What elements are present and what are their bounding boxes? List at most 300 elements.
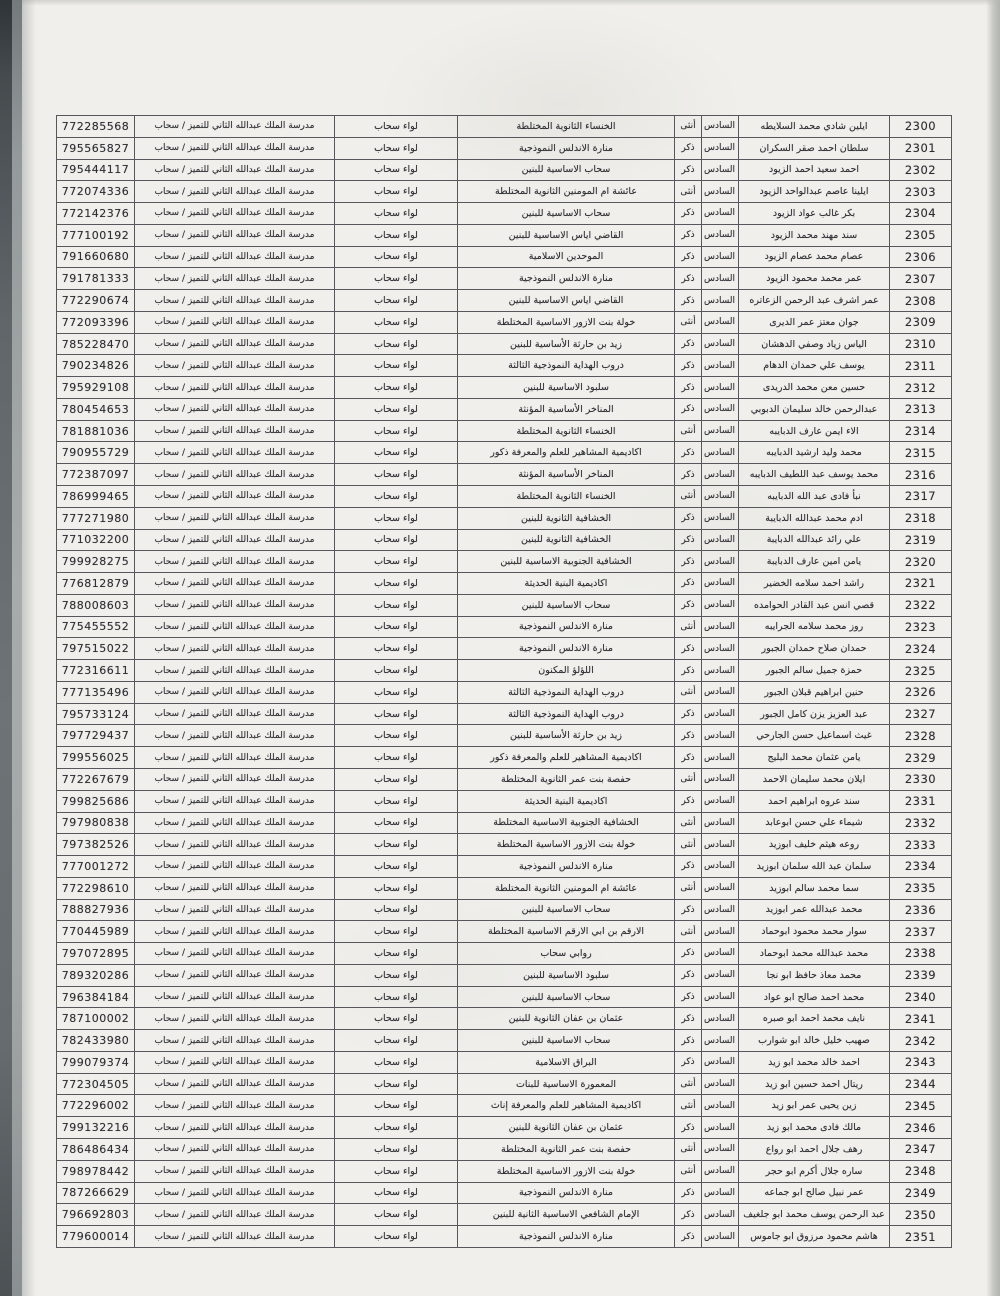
cell-school: اكاديمية المشاهير للعلم والمعرفة إناث: [458, 1095, 675, 1117]
cell-phone-number: 780454653: [57, 398, 135, 420]
student-row: [57, 442, 952, 464]
cell-center-school: مدرسة الملك عبدالله الثاني للتميز / سحاب: [135, 311, 335, 333]
cell-serial-number: 2321: [890, 573, 952, 595]
cell-student-name: عبد العزيز يزن كامل الجبور: [739, 703, 890, 725]
cell-center-school: مدرسة الملك عبدالله الثاني للتميز / سحاب: [135, 203, 335, 225]
cell-district: لواء سحاب: [335, 181, 458, 203]
cell-serial-number: 2328: [890, 725, 952, 747]
cell-grade: السادس: [702, 899, 739, 921]
cell-phone-number: 782433980: [57, 1030, 135, 1052]
cell-grade: السادس: [702, 420, 739, 442]
cell-school: المعمورة الاساسية للبنات: [458, 1073, 675, 1095]
cell-school: الخنساء الثانوية المختلطة: [458, 420, 675, 442]
cell-district: لواء سحاب: [335, 638, 458, 660]
cell-phone-number: 795565827: [57, 137, 135, 159]
cell-student-name: نايف محمد احمد ابو صبره: [739, 1008, 890, 1030]
student-row: [57, 1008, 952, 1030]
cell-school: سلبود الاساسية للبنين: [458, 377, 675, 399]
student-row: [57, 507, 952, 529]
cell-student-name: نبأ فادى عبد الله الدبايبه: [739, 486, 890, 508]
cell-serial-number: 2335: [890, 877, 952, 899]
cell-phone-number: 770445989: [57, 921, 135, 943]
student-row: [57, 877, 952, 899]
cell-grade: السادس: [702, 921, 739, 943]
cell-serial-number: 2325: [890, 660, 952, 682]
cell-center-school: مدرسة الملك عبدالله الثاني للتميز / سحاب: [135, 660, 335, 682]
cell-student-name: سما محمد سالم ابوزيد: [739, 877, 890, 899]
student-row: [57, 660, 952, 682]
cell-phone-number: 796692803: [57, 1204, 135, 1226]
student-row: [57, 573, 952, 595]
cell-gender: ذكر: [675, 1182, 702, 1204]
cell-school: اكاديمية المشاهير للعلم والمعرفة ذكور: [458, 442, 675, 464]
cell-student-name: قصي انس عبد القادر الحوامده: [739, 594, 890, 616]
cell-gender: أنثى: [675, 1160, 702, 1182]
cell-district: لواء سحاب: [335, 943, 458, 965]
cell-center-school: مدرسة الملك عبدالله الثاني للتميز / سحاب: [135, 377, 335, 399]
cell-phone-number: 777271980: [57, 507, 135, 529]
cell-district: لواء سحاب: [335, 899, 458, 921]
cell-student-name: راشد احمد سلامه الخضير: [739, 573, 890, 595]
cell-serial-number: 2304: [890, 203, 952, 225]
cell-center-school: مدرسة الملك عبدالله الثاني للتميز / سحاب: [135, 834, 335, 856]
cell-serial-number: 2337: [890, 921, 952, 943]
cell-school: منارة الاندلس النموذجية: [458, 638, 675, 660]
scan-edge-left-mid: [12, 0, 22, 1296]
cell-school: الارقم بن ابي الارقم الاساسية المختلطة: [458, 921, 675, 943]
cell-phone-number: 779600014: [57, 1226, 135, 1248]
cell-serial-number: 2350: [890, 1204, 952, 1226]
cell-serial-number: 2313: [890, 398, 952, 420]
cell-school: منارة الاندلس النموذجية: [458, 268, 675, 290]
cell-gender: أنثى: [675, 921, 702, 943]
cell-student-name: احمد خالد محمد ابو زيد: [739, 1051, 890, 1073]
cell-serial-number: 2319: [890, 529, 952, 551]
cell-school: عائشة ام المومنين الثانوية المختلطة: [458, 181, 675, 203]
cell-student-name: محمد معاذ حافظ ابو نجا: [739, 964, 890, 986]
cell-serial-number: 2327: [890, 703, 952, 725]
cell-grade: السادس: [702, 1030, 739, 1052]
student-row: [57, 964, 952, 986]
cell-gender: أنثى: [675, 1073, 702, 1095]
cell-district: لواء سحاب: [335, 246, 458, 268]
cell-serial-number: 2340: [890, 986, 952, 1008]
cell-student-name: بكر غالب عواد الزيود: [739, 203, 890, 225]
cell-serial-number: 2310: [890, 333, 952, 355]
cell-grade: السادس: [702, 203, 739, 225]
cell-grade: السادس: [702, 137, 739, 159]
scan-edge-right: [986, 0, 1000, 1296]
cell-phone-number: 772304505: [57, 1073, 135, 1095]
cell-grade: السادس: [702, 529, 739, 551]
cell-gender: ذكر: [675, 137, 702, 159]
student-row: [57, 529, 952, 551]
student-row: [57, 333, 952, 355]
cell-phone-number: 795733124: [57, 703, 135, 725]
cell-serial-number: 2315: [890, 442, 952, 464]
cell-serial-number: 2302: [890, 159, 952, 181]
student-row: [57, 834, 952, 856]
cell-student-name: الياس زياد وصفي الدهشان: [739, 333, 890, 355]
cell-gender: أنثى: [675, 768, 702, 790]
cell-gender: ذكر: [675, 464, 702, 486]
student-row: [57, 116, 952, 138]
cell-school: الخشافية الثانوية للبنين: [458, 507, 675, 529]
cell-serial-number: 2326: [890, 681, 952, 703]
cell-school: دروب الهداية النموذجية الثالثة: [458, 355, 675, 377]
cell-school: اكاديمية المشاهير للعلم والمعرفة ذكور: [458, 747, 675, 769]
cell-student-name: حمزة جميل سالم الجبور: [739, 660, 890, 682]
cell-center-school: مدرسة الملك عبدالله الثاني للتميز / سحاب: [135, 1182, 335, 1204]
cell-district: لواء سحاب: [335, 616, 458, 638]
cell-student-name: عمر اشرف عبد الرحمن الزعاتره: [739, 290, 890, 312]
cell-gender: ذكر: [675, 660, 702, 682]
cell-gender: أنثى: [675, 420, 702, 442]
cell-student-name: عصام محمد عصام الزيود: [739, 246, 890, 268]
cell-center-school: مدرسة الملك عبدالله الثاني للتميز / سحاب: [135, 594, 335, 616]
student-row: [57, 856, 952, 878]
cell-center-school: مدرسة الملك عبدالله الثاني للتميز / سحاب: [135, 1030, 335, 1052]
cell-school: خولة بنت الازور الاساسية المختلطة: [458, 834, 675, 856]
cell-serial-number: 2301: [890, 137, 952, 159]
cell-serial-number: 2333: [890, 834, 952, 856]
cell-school: خولة بنت الازور الاساسية المختلطة: [458, 1160, 675, 1182]
cell-center-school: مدرسة الملك عبدالله الثاني للتميز / سحاب: [135, 1138, 335, 1160]
cell-student-name: عبدالرحمن خالد سليمان الدبوبي: [739, 398, 890, 420]
cell-district: لواء سحاب: [335, 551, 458, 573]
cell-student-name: ايلان محمد سليمان الاحمد: [739, 768, 890, 790]
student-row: [57, 921, 952, 943]
cell-phone-number: 798978442: [57, 1160, 135, 1182]
cell-phone-number: 797515022: [57, 638, 135, 660]
cell-school: سحاب الاساسية للبنين: [458, 203, 675, 225]
cell-school: الخنساء الثانوية المختلطة: [458, 486, 675, 508]
student-row: [57, 290, 952, 312]
cell-district: لواء سحاب: [335, 790, 458, 812]
cell-district: لواء سحاب: [335, 442, 458, 464]
cell-serial-number: 2338: [890, 943, 952, 965]
cell-serial-number: 2349: [890, 1182, 952, 1204]
cell-gender: أنثى: [675, 877, 702, 899]
cell-phone-number: 776812879: [57, 573, 135, 595]
student-row: [57, 1226, 952, 1248]
student-row: [57, 768, 952, 790]
cell-phone-number: 795444117: [57, 159, 135, 181]
cell-phone-number: 791660680: [57, 246, 135, 268]
cell-district: لواء سحاب: [335, 1008, 458, 1030]
cell-school: دروب الهداية النموذجية الثالثة: [458, 681, 675, 703]
cell-phone-number: 788008603: [57, 594, 135, 616]
cell-student-name: الاء ايمن عارف الدبايبه: [739, 420, 890, 442]
cell-serial-number: 2303: [890, 181, 952, 203]
cell-gender: ذكر: [675, 986, 702, 1008]
cell-grade: السادس: [702, 964, 739, 986]
cell-gender: ذكر: [675, 856, 702, 878]
student-row: [57, 1182, 952, 1204]
cell-grade: السادس: [702, 355, 739, 377]
cell-student-name: سند عروه ابراهيم احمد: [739, 790, 890, 812]
student-row: [57, 1051, 952, 1073]
cell-gender: ذكر: [675, 203, 702, 225]
cell-school: الخشافية الجنوبية الاساسية للبنين: [458, 551, 675, 573]
cell-center-school: مدرسة الملك عبدالله الثاني للتميز / سحاب: [135, 420, 335, 442]
student-row: [57, 203, 952, 225]
cell-district: لواء سحاب: [335, 137, 458, 159]
cell-serial-number: 2320: [890, 551, 952, 573]
cell-district: لواء سحاب: [335, 398, 458, 420]
student-row: [57, 703, 952, 725]
cell-school: منارة الاندلس النموذجية: [458, 856, 675, 878]
cell-student-name: محمد وليد ارشيد الدبايبه: [739, 442, 890, 464]
cell-serial-number: 2307: [890, 268, 952, 290]
cell-district: لواء سحاب: [335, 1095, 458, 1117]
cell-gender: ذكر: [675, 442, 702, 464]
cell-grade: السادس: [702, 1073, 739, 1095]
cell-student-name: ساره جلال أكرم ابو حجر: [739, 1160, 890, 1182]
cell-gender: أنثى: [675, 181, 702, 203]
cell-grade: السادس: [702, 638, 739, 660]
cell-grade: السادس: [702, 507, 739, 529]
cell-grade: السادس: [702, 616, 739, 638]
cell-center-school: مدرسة الملك عبدالله الثاني للتميز / سحاب: [135, 856, 335, 878]
cell-phone-number: 791781333: [57, 268, 135, 290]
cell-serial-number: 2344: [890, 1073, 952, 1095]
cell-grade: السادس: [702, 398, 739, 420]
cell-grade: السادس: [702, 1138, 739, 1160]
cell-district: لواء سحاب: [335, 986, 458, 1008]
student-row: [57, 1160, 952, 1182]
cell-school: حفصة بنت عمر الثانوية المختلطة: [458, 768, 675, 790]
scan-edge-left-dark: [0, 0, 12, 1296]
cell-center-school: مدرسة الملك عبدالله الثاني للتميز / سحاب: [135, 355, 335, 377]
cell-phone-number: 797980838: [57, 812, 135, 834]
cell-serial-number: 2336: [890, 899, 952, 921]
cell-student-name: روز محمد سلامه الجرايبه: [739, 616, 890, 638]
cell-grade: السادس: [702, 290, 739, 312]
cell-phone-number: 790234826: [57, 355, 135, 377]
cell-school: سحاب الاساسية للبنين: [458, 899, 675, 921]
cell-phone-number: 772387097: [57, 464, 135, 486]
cell-center-school: مدرسة الملك عبدالله الثاني للتميز / سحاب: [135, 681, 335, 703]
cell-phone-number: 799928275: [57, 551, 135, 573]
cell-phone-number: 772267679: [57, 768, 135, 790]
cell-serial-number: 2351: [890, 1226, 952, 1248]
cell-district: لواء سحاب: [335, 877, 458, 899]
student-row: [57, 943, 952, 965]
cell-district: لواء سحاب: [335, 747, 458, 769]
cell-school: خولة بنت الازور الاساسية المختلطة: [458, 311, 675, 333]
cell-student-name: عمر محمد محمود الزيود: [739, 268, 890, 290]
cell-grade: السادس: [702, 246, 739, 268]
cell-phone-number: 777001272: [57, 856, 135, 878]
cell-center-school: مدرسة الملك عبدالله الثاني للتميز / سحاب: [135, 1051, 335, 1073]
cell-gender: ذكر: [675, 573, 702, 595]
student-row: [57, 681, 952, 703]
cell-school: منارة الاندلس النموذجية: [458, 137, 675, 159]
cell-phone-number: 799132216: [57, 1117, 135, 1139]
cell-gender: ذكر: [675, 638, 702, 660]
cell-serial-number: 2324: [890, 638, 952, 660]
students-roster-table: [56, 115, 952, 1248]
cell-center-school: مدرسة الملك عبدالله الثاني للتميز / سحاب: [135, 268, 335, 290]
cell-district: لواء سحاب: [335, 1138, 458, 1160]
cell-grade: السادس: [702, 486, 739, 508]
cell-center-school: مدرسة الملك عبدالله الثاني للتميز / سحاب: [135, 159, 335, 181]
cell-center-school: مدرسة الملك عبدالله الثاني للتميز / سحاب: [135, 529, 335, 551]
cell-student-name: علي رائد عبدالله الدبايبة: [739, 529, 890, 551]
cell-serial-number: 2332: [890, 812, 952, 834]
cell-school: سحاب الاساسية للبنين: [458, 594, 675, 616]
cell-gender: ذكر: [675, 529, 702, 551]
cell-center-school: مدرسة الملك عبدالله الثاني للتميز / سحاب: [135, 943, 335, 965]
cell-center-school: مدرسة الملك عبدالله الثاني للتميز / سحاب: [135, 638, 335, 660]
student-row: [57, 181, 952, 203]
cell-center-school: مدرسة الملك عبدالله الثاني للتميز / سحاب: [135, 464, 335, 486]
cell-grade: السادس: [702, 1051, 739, 1073]
cell-center-school: مدرسة الملك عبدالله الثاني للتميز / سحاب: [135, 333, 335, 355]
student-row: [57, 638, 952, 660]
student-row: [57, 747, 952, 769]
cell-center-school: مدرسة الملك عبدالله الثاني للتميز / سحاب: [135, 551, 335, 573]
cell-gender: ذكر: [675, 1051, 702, 1073]
cell-district: لواء سحاب: [335, 116, 458, 138]
cell-gender: ذكر: [675, 290, 702, 312]
cell-phone-number: 781881036: [57, 420, 135, 442]
cell-grade: السادس: [702, 1008, 739, 1030]
cell-student-name: جوان معتز عمر الديرى: [739, 311, 890, 333]
cell-student-name: عبد الرحمن يوسف محمد ابو جلغيف: [739, 1204, 890, 1226]
cell-district: لواء سحاب: [335, 660, 458, 682]
cell-gender: ذكر: [675, 1117, 702, 1139]
cell-serial-number: 2339: [890, 964, 952, 986]
cell-student-name: سلطان احمد صقر السكران: [739, 137, 890, 159]
student-row: [57, 420, 952, 442]
student-row: [57, 812, 952, 834]
cell-center-school: مدرسة الملك عبدالله الثاني للتميز / سحاب: [135, 181, 335, 203]
cell-district: لواء سحاب: [335, 768, 458, 790]
cell-grade: السادس: [702, 1204, 739, 1226]
cell-student-name: زين يحيى عمر ابو زيد: [739, 1095, 890, 1117]
cell-grade: السادس: [702, 311, 739, 333]
cell-school: المناخر الأساسية المؤنثة: [458, 398, 675, 420]
cell-student-name: ادم محمد عبدالله الدبايبة: [739, 507, 890, 529]
cell-student-name: هاشم محمود مرزوق ابو جاموس: [739, 1226, 890, 1248]
cell-center-school: مدرسة الملك عبدالله الثاني للتميز / سحاب: [135, 224, 335, 246]
cell-school: اكاديمية البنية الحديثة: [458, 573, 675, 595]
cell-district: لواء سحاب: [335, 529, 458, 551]
cell-serial-number: 2343: [890, 1051, 952, 1073]
cell-gender: أنثى: [675, 616, 702, 638]
cell-phone-number: 799556025: [57, 747, 135, 769]
cell-gender: ذكر: [675, 747, 702, 769]
cell-gender: أنثى: [675, 311, 702, 333]
cell-student-name: يامن امين عارف الدبايبة: [739, 551, 890, 573]
cell-gender: ذكر: [675, 159, 702, 181]
cell-center-school: مدرسة الملك عبدالله الثاني للتميز / سحاب: [135, 877, 335, 899]
student-row: [57, 311, 952, 333]
cell-student-name: رهف جلال احمد ابو رواع: [739, 1138, 890, 1160]
cell-grade: السادس: [702, 1117, 739, 1139]
student-row: [57, 159, 952, 181]
student-row: [57, 1204, 952, 1226]
cell-gender: ذكر: [675, 507, 702, 529]
cell-center-school: مدرسة الملك عبدالله الثاني للتميز / سحاب: [135, 573, 335, 595]
cell-grade: السادس: [702, 181, 739, 203]
cell-center-school: مدرسة الملك عبدالله الثاني للتميز / سحاب: [135, 790, 335, 812]
cell-district: لواء سحاب: [335, 464, 458, 486]
student-row: [57, 986, 952, 1008]
student-row: [57, 551, 952, 573]
cell-phone-number: 786486434: [57, 1138, 135, 1160]
students-table-body: [57, 116, 952, 1248]
cell-phone-number: 772298610: [57, 877, 135, 899]
cell-serial-number: 2300: [890, 116, 952, 138]
cell-gender: ذكر: [675, 224, 702, 246]
cell-district: لواء سحاب: [335, 290, 458, 312]
cell-center-school: مدرسة الملك عبدالله الثاني للتميز / سحاب: [135, 703, 335, 725]
cell-gender: ذكر: [675, 355, 702, 377]
cell-school: الإمام الشافعي الاساسية الثانية للبنين: [458, 1204, 675, 1226]
cell-gender: أنثى: [675, 812, 702, 834]
student-row: [57, 790, 952, 812]
cell-district: لواء سحاب: [335, 420, 458, 442]
cell-student-name: صهيب خليل خالد ابو شوارب: [739, 1030, 890, 1052]
cell-serial-number: 2329: [890, 747, 952, 769]
cell-district: لواء سحاب: [335, 159, 458, 181]
cell-phone-number: 771032200: [57, 529, 135, 551]
cell-grade: السادس: [702, 986, 739, 1008]
cell-district: لواء سحاب: [335, 573, 458, 595]
student-row: [57, 1117, 952, 1139]
cell-school: القاضي اياس الاساسية للبنين: [458, 290, 675, 312]
cell-phone-number: 772316611: [57, 660, 135, 682]
cell-gender: ذكر: [675, 398, 702, 420]
cell-grade: السادس: [702, 1182, 739, 1204]
cell-serial-number: 2312: [890, 377, 952, 399]
cell-phone-number: 785228470: [57, 333, 135, 355]
cell-district: لواء سحاب: [335, 703, 458, 725]
cell-serial-number: 2316: [890, 464, 952, 486]
cell-grade: السادس: [702, 943, 739, 965]
cell-serial-number: 2314: [890, 420, 952, 442]
student-row: [57, 268, 952, 290]
cell-student-name: حمدان صلاح حمدان الجبور: [739, 638, 890, 660]
cell-school: البراق الاسلامية: [458, 1051, 675, 1073]
cell-serial-number: 2348: [890, 1160, 952, 1182]
cell-center-school: مدرسة الملك عبدالله الثاني للتميز / سحاب: [135, 507, 335, 529]
cell-grade: السادس: [702, 660, 739, 682]
cell-grade: السادس: [702, 681, 739, 703]
cell-school: عثمان بن عفان الثانوية للبنين: [458, 1117, 675, 1139]
cell-serial-number: 2331: [890, 790, 952, 812]
cell-gender: ذكر: [675, 377, 702, 399]
cell-district: لواء سحاب: [335, 486, 458, 508]
cell-gender: ذكر: [675, 551, 702, 573]
cell-grade: السادس: [702, 856, 739, 878]
cell-district: لواء سحاب: [335, 224, 458, 246]
cell-phone-number: 772296002: [57, 1095, 135, 1117]
cell-student-name: سلمان عبد الله سلمان ابوزيد: [739, 856, 890, 878]
cell-center-school: مدرسة الملك عبدالله الثاني للتميز / سحاب: [135, 1204, 335, 1226]
cell-student-name: محمد عبدالله عمر ابوزيد: [739, 899, 890, 921]
cell-school: المناخر الأساسية المؤنثة: [458, 464, 675, 486]
cell-grade: السادس: [702, 747, 739, 769]
cell-grade: السادس: [702, 1160, 739, 1182]
cell-gender: ذكر: [675, 790, 702, 812]
cell-gender: ذكر: [675, 268, 702, 290]
cell-phone-number: 799825686: [57, 790, 135, 812]
student-row: [57, 398, 952, 420]
